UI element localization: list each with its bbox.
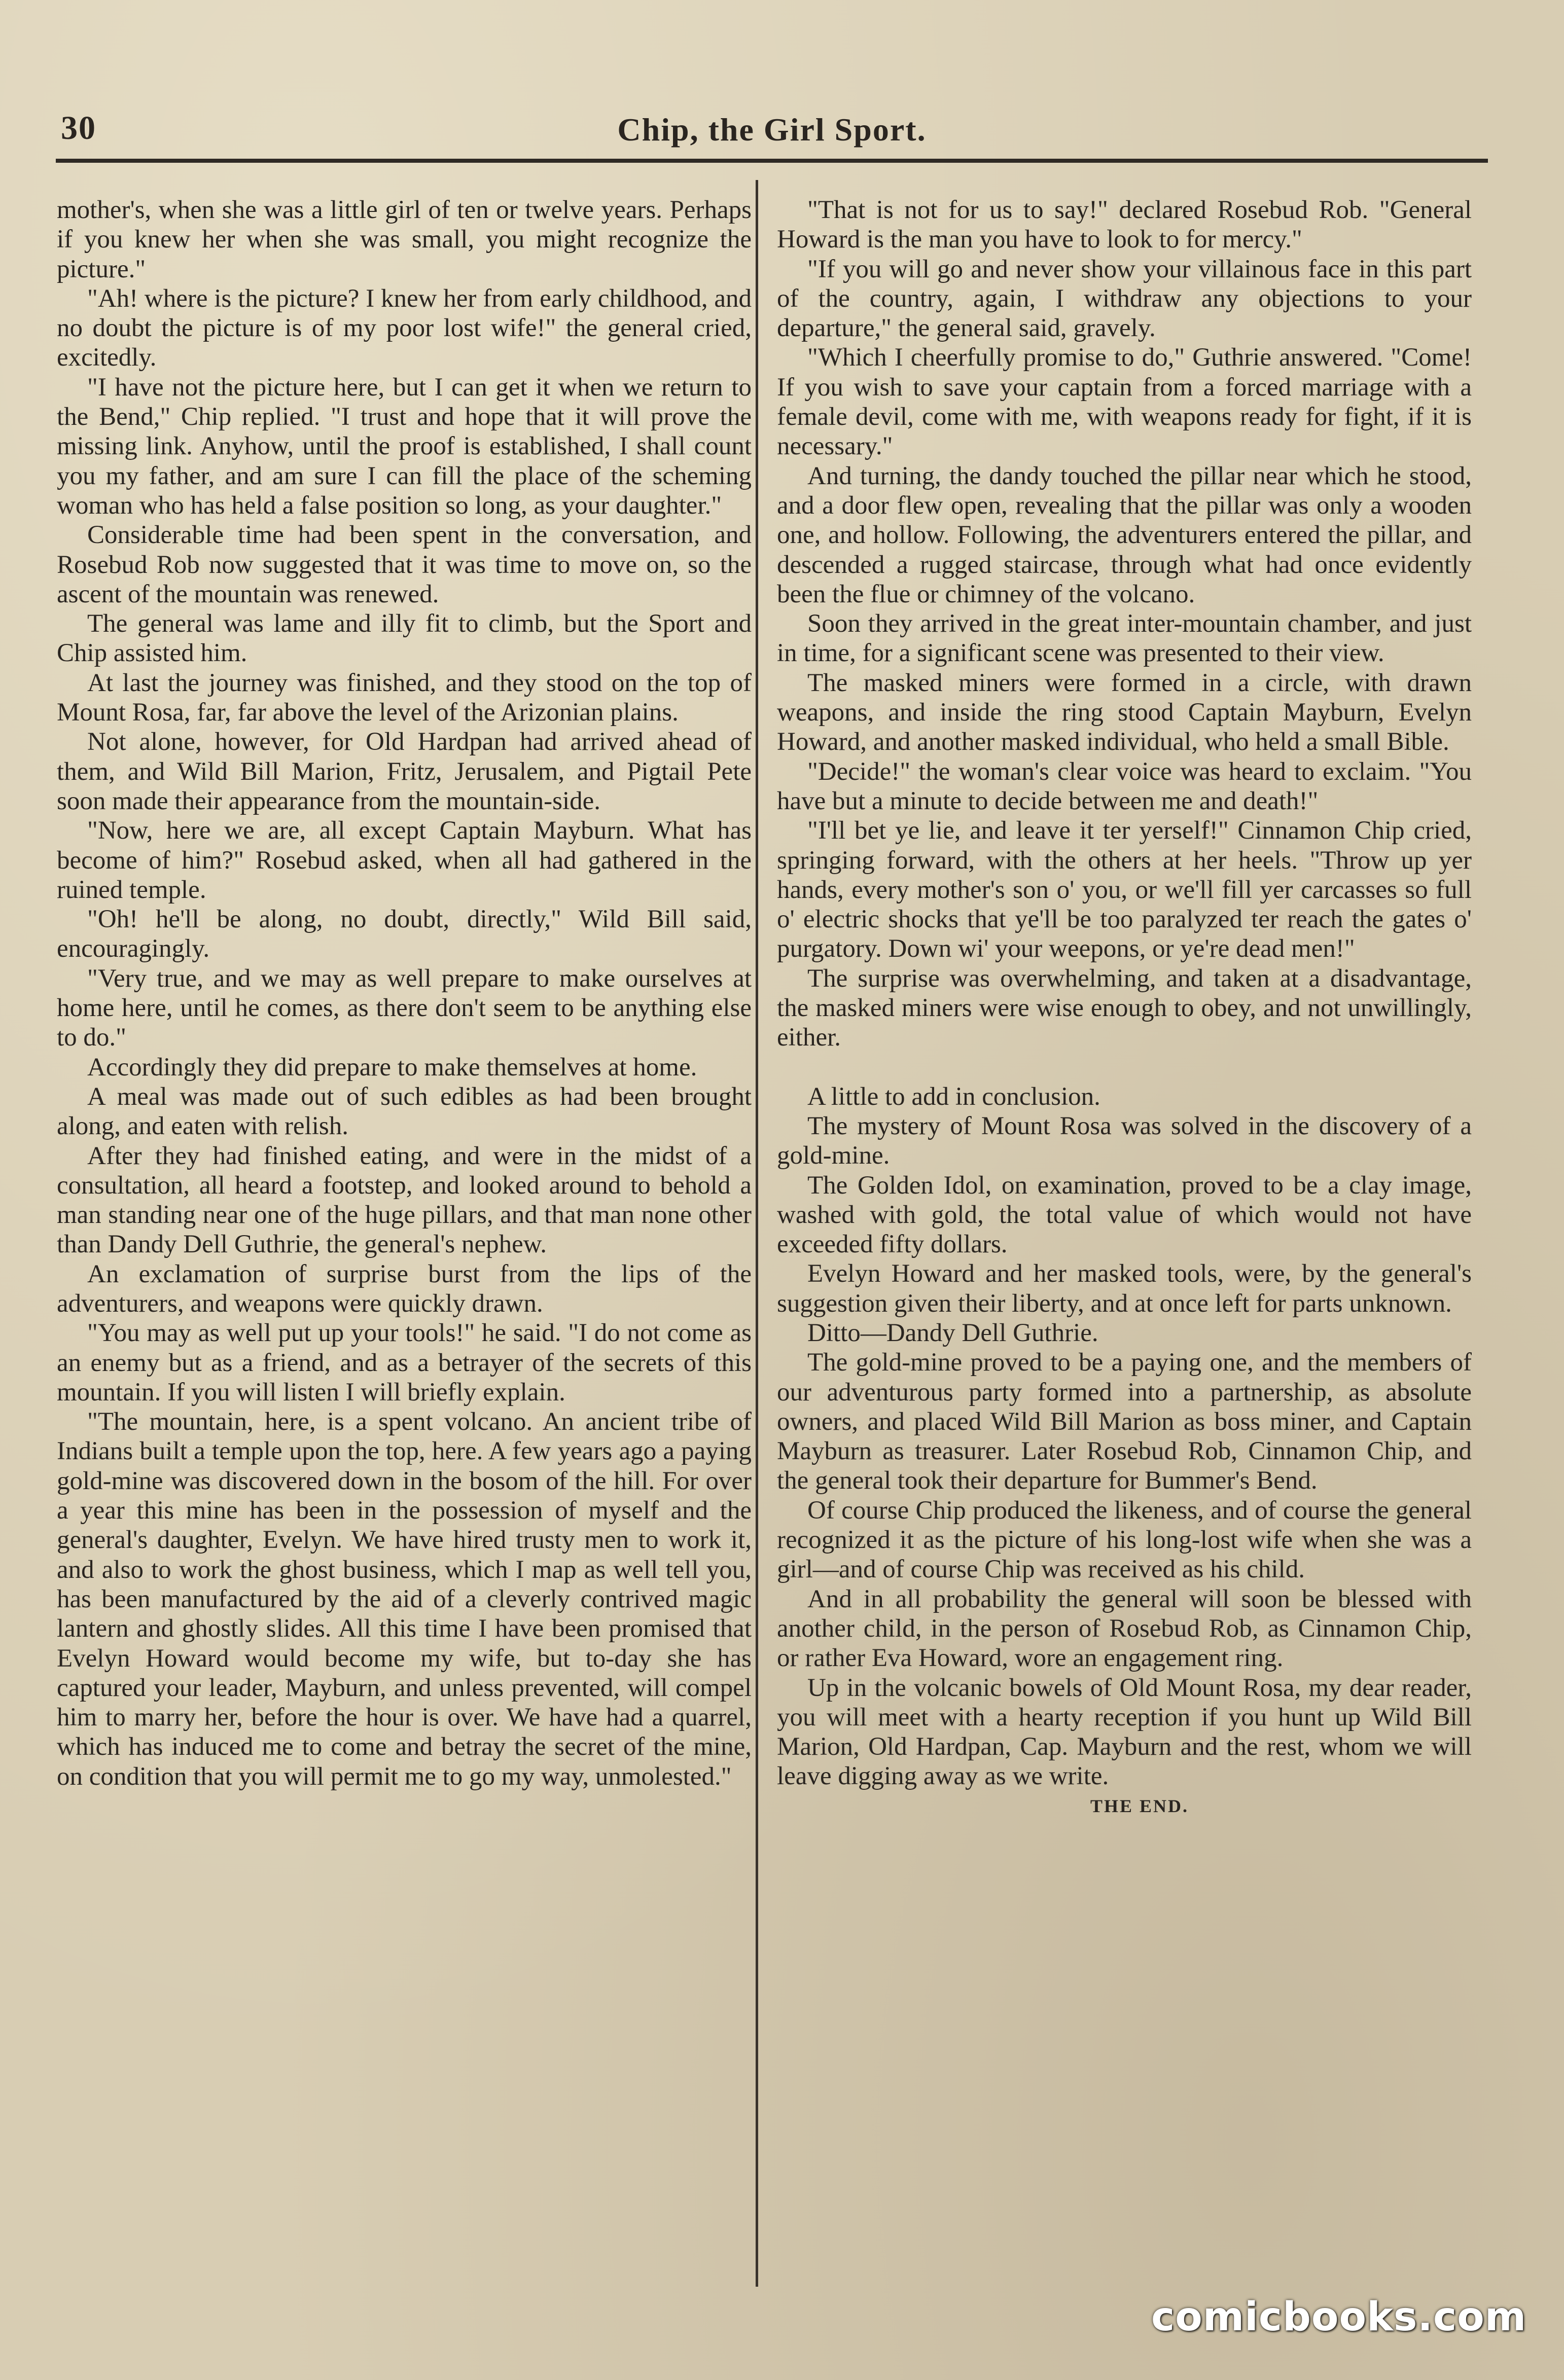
paragraph: "If you will go and never show your villainous face in this part of the country, again, I withdraw any objections to your departure," the general said, gravely. <box>777 255 1472 343</box>
page-number: 30 <box>61 110 96 147</box>
watermark: comicbooks.com <box>1151 2294 1527 2340</box>
left-column <box>57 195 752 1791</box>
paragraph: "I'll bet ye lie, and leave it ter yerself!" Cinnamon Chip cried, springing forward, with the others at her heels. "Throw up yer hands, every mother's son o' you, or we'll fill yer carcasses so full o' electric shocks that ye'll be too paralyzed ter reach the gates o' purgatory. Down wi' your weepons, or ye're dead men!" <box>777 816 1472 963</box>
paragraph: Not alone, however, for Old Hardpan had arrived ahead of them, and Wild Bill Marion, Fritz, Jerusalem, and Pigtail Pete soon made their appearance from the mountain-side. <box>57 728 752 815</box>
conclusion-paragraph: The gold-mine proved to be a paying one, and the members of our adventurous party formed into a partnership, as absolute owners, and placed Wild Bill Marion as boss miner, and Captain Mayburn as treasurer. Later Rosebud Rob, Cinnamon Chip, and the general took their departure for Bummer's Bend. <box>777 1348 1472 1495</box>
paragraph: mother's, when she was a little girl of ten or twelve years. Perhaps if you knew her when she was small, you might recognize the picture." <box>57 196 752 283</box>
conclusion-paragraph: Up in the volcanic bowels of Old Mount Rosa, my dear reader, you will meet with a hearty reception if you hunt up Wild Bill Marion, Old Hardpan, Cap. Mayburn and the rest, whom we will leave digging away as we write. <box>777 1673 1472 1791</box>
conclusion-paragraph: And in all probability the general will soon be blessed with another child, in the person of Rosebud Rob, as Cinnamon Chip, or rather Eva Howard, wore an engagement ring. <box>777 1584 1472 1673</box>
paragraph: "I have not the picture here, but I can get it when we return to the Bend," Chip replied. "I trust and hope that it will prove the missing link. Anyhow, until the proof is established, I shall count you my father, and am sure I can fill the place of the scheming woman who has held a false position so long, as your daughter." <box>57 373 752 520</box>
paragraph: And turning, the dandy touched the pillar near which he stood, and a door flew open, revealing that the pillar was only a wooden one, and hollow. Following, the adventurers entered the pillar, and descended a rugged staircase, through what had once evidently been the flue or chimney of the volcano. <box>777 461 1472 608</box>
right-column <box>777 195 1472 1821</box>
paragraph: The general was lame and illy fit to climb, but the Sport and Chip assisted him. <box>57 609 752 668</box>
conclusion-paragraph: Of course Chip produced the likeness, and of course the general recognized it as the picture of his long-lost wife when she was a girl—and of course Chip was received as his child. <box>777 1496 1472 1584</box>
page-header <box>56 104 1488 155</box>
paragraph: "Very true, and we may as well prepare to make ourselves at home here, until he comes, as there don't seem to be anything else to do." <box>57 964 752 1052</box>
paragraph: "Oh! he'll be along, no doubt, directly," Wild Bill said, encouragingly. <box>57 905 752 963</box>
conclusion-paragraph: The mystery of Mount Rosa was solved in the discovery of a gold-mine. <box>777 1111 1472 1170</box>
header-rule <box>56 159 1488 163</box>
paragraph: The surprise was overwhelming, and taken at a disadvantage, the masked miners were wise enough to obey, and not unwillingly, either. <box>777 964 1472 1052</box>
paragraph: Accordingly they did prepare to make themselves at home. <box>87 1053 697 1081</box>
running-title: Chip, the Girl Sport. <box>617 112 927 148</box>
conclusion-paragraph: Ditto—Dandy Dell Guthrie. <box>807 1318 1098 1347</box>
conclusion-paragraph: Evelyn Howard and her masked tools, were, by the general's suggestion given their liberty, and at once left for parts unknown. <box>777 1259 1472 1318</box>
paragraph: The masked miners were formed in a circle, with drawn weapons, and inside the ring stood Captain Mayburn, Evelyn Howard, and another masked individual, who held a small Bible. <box>777 668 1472 756</box>
section-break <box>777 1053 1472 1082</box>
paragraph: "Which I cheerfully promise to do," Guthrie answered. "Come! If you wish to save your captain from a forced marriage with a female devil, come with me, with weapons ready for fight, if it is necessary." <box>777 343 1472 461</box>
paragraph: An exclamation of surprise burst from the lips of the adventurers, and weapons were quickly drawn. <box>57 1259 752 1318</box>
conclusion-paragraph: A little to add in conclusion. <box>807 1082 1100 1111</box>
the-end: THE END. <box>1090 1795 1189 1816</box>
paragraph: "Decide!" the woman's clear voice was heard to exclaim. "You have but a minute to decide between me and death!" <box>777 757 1472 815</box>
paragraph: "Now, here we are, all except Captain Mayburn. What has become of him?" Rosebud asked, when all had gathered in the ruined temple. <box>57 816 752 904</box>
paragraph: "The mountain, here, is a spent volcano. An ancient tribe of Indians built a temple upon the top, here. A few years ago a paying gold-mine was discovered down in the bosom of the hill. For over a year this mine has been in the possession of myself and the general's daughter, Evelyn. We have hired trusty men to work it, and also to work the ghost business, which I map as well tell you, has been manufactured by the aid of a cleverly contrived magic lantern and ghostly slides. All this time I have been promised that Evelyn Howard would become my wife, but to-day she has captured your leader, Mayburn, and unless prevented, will compel him to marry her, before the hour is over. We have had a quarrel, which has induced me to come and betray the secret of the mine, on condition that you will permit me to go my way, unmolested." <box>57 1408 752 1791</box>
paragraph: A meal was made out of such edibles as had been brought along, and eaten with relish. <box>57 1082 752 1141</box>
paragraph: At last the journey was finished, and they stood on the top of Mount Rosa, far, far above the level of the Arizonian plains. <box>57 668 752 727</box>
paragraph: Considerable time had been spent in the conversation, and Rosebud Rob now suggested that it was time to move on, so the ascent of the mountain was renewed. <box>57 521 752 608</box>
paragraph: "Ah! where is the picture? I knew her from early childhood, and no doubt the picture is of my poor lost wife!" the general cried, excitedly. <box>57 284 752 372</box>
paragraph: "That is not for us to say!" declared Rosebud Rob. "General Howard is the man you have to look to for mercy." <box>777 196 1472 254</box>
conclusion-paragraph: The Golden Idol, on examination, proved to be a clay image, washed with gold, the total value of which would not have exceeded fifty dollars. <box>777 1171 1472 1259</box>
column-divider <box>756 180 758 2287</box>
paragraph: After they had finished eating, and were in the midst of a consultation, all heard a footstep, and looked around to behold a man standing near one of the huge pillars, and that man none other than Dandy Dell Guthrie, the general's nephew. <box>57 1141 752 1259</box>
paragraph: "You may as well put up your tools!" he said. "I do not come as an enemy but as a friend, and as a betrayer of the secrets of this mountain. If you will listen I will briefly explain. <box>57 1319 752 1407</box>
paragraph: Soon they arrived in the great inter-mountain chamber, and just in time, for a significant scene was presented to their view. <box>777 609 1472 668</box>
